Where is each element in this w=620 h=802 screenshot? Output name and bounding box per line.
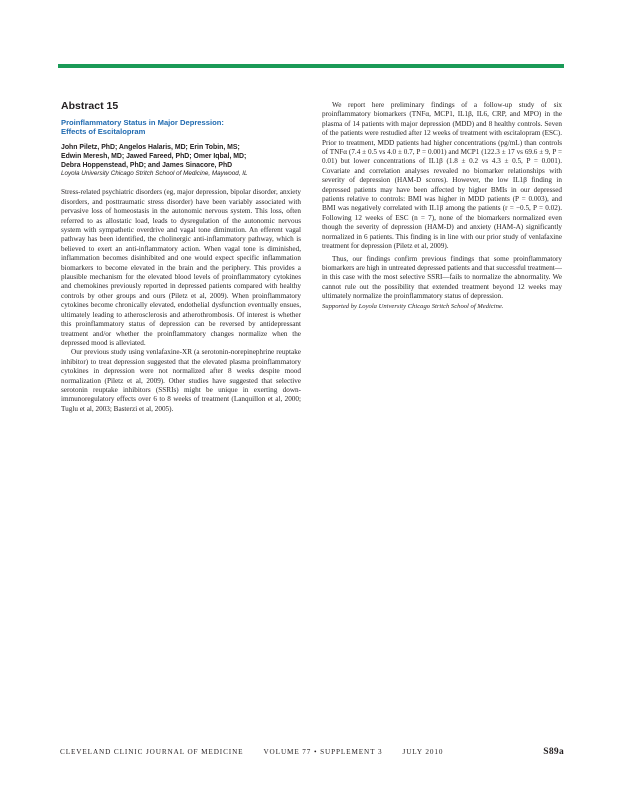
page-footer <box>60 747 564 757</box>
footer-journal: CLEVELAND CLINIC JOURNAL OF MEDICINE <box>60 748 244 756</box>
authors-line-1: John Piletz, PhD; Angelos Halaris, MD; Erin Tobin, MS; <box>61 144 240 152</box>
funding-note: Supported by Loyola University Chicago Stritch School of Medicine. <box>322 302 504 310</box>
abstract-title <box>61 118 301 136</box>
body-paragraph-1: Stress-related psychiatric disorders (eg, major depression, bipolar disorder, anxiety disorders, and posttraumatic stress disorder) have been variably associated with pervasive loss of homeostasis in the autonomic nervous system. This loss, often referred to as allostatic load, leads to dysregulation of the autonomic nervous system with sympathetic overdrive and vagal tone diminution. An efferent vagal pathway has been identified, the cholinergic anti-inflammatory pathway, which is believed to exert an anti-inflammatory action. When vagal tone is diminished, inflammation becomes disinhibited and one would expect specific inflammation biomarkers to become elevated in the brain and the periphery. This provides a plausible mechanism for the elevated blood levels of proinflammatory cytokines and chemokines previously reported in depressed patients compared with healthy controls by other groups and ours (Piletz et al, 2009). When proinflammatory cytokines become chronically elevated, endothelial dysfunction eventually ensues, ultimately leading to atherosclerosis and atherothrombosis. Of interest is whether this proinflammatory status of depression can be reversed by antidepressant treatment and/or whether the proinflammatory changes normalize when the depressed mood is alleviated. <box>61 188 301 347</box>
body-paragraph-2: Our previous study using venlafaxine-XR (a serotonin-norepinephrine reuptake inhibitor) to treat depression suggested that the elevated plasma proinflammatory cytokines in depression were not normalized after 8 weeks despite mood normalization (Piletz et al, 2009). Other studies have suggested that selective serotonin reuptake inhibitors (SSRIs) might be unique in exerting down-immunoregulatory effects over 6 to 8 weeks of treatment (Lanquillon et al, 2000; Tuglu et al, 2003; Basterzi et al, 2005). <box>61 348 301 413</box>
body-paragraph-3: We report here preliminary findings of a follow-up study of six proinflammatory biomarkers (TNFα, MCP1, IL1β, IL6, CRP, and MPO) in the plasma of 14 patients with major depression (MDD) and 8 healthy controls. Seven of the patients were restudied after 12 weeks of treatment with escitalopram (ESC). Prior to treatment, MDD patients had higher concentrations (pg/mL) than controls of TNFα (7.4 ± 0.5 vs 4.0 ± 0.7, P = 0.001) and MCP1 (122.3 ± 17 vs 69.6 ± 9, P = 0.01) but lower concentrations of IL1β (1.8 ± 0.2 vs 4.3 ± 0.5, P = 0.001). Covariate and correlation analyses revealed no biomarker relationships with severity of depression (HAM-D scores). However, the low IL1β finding in depressed patients may have been affected by higher BMIs in our depressed patients relative to controls: BMI was higher in MDD patients (P = 0.003), and BMI was negatively correlated with IL1β among the patients (r = −0.5, P = 0.02). Following 12 weeks of ESC (n = 7), none of the biomarkers normalized even though the severity of depression (HAM-D) and anxiety (HAM-A) significantly normalized in 6 patients. This finding is in line with our prior study of venlafaxine treatment for depression (Piletz et al, 2009). <box>322 101 562 251</box>
abstract-number: Abstract 15 <box>61 100 119 112</box>
header-rule <box>58 64 564 68</box>
footer-page-number: S89a <box>543 747 564 757</box>
author-list <box>61 143 301 170</box>
affiliation: Loyola University Chicago Stritch School of Medicine, Maywood, IL <box>61 170 248 178</box>
footer-date: JULY 2010 <box>402 748 444 756</box>
abstract-title-line-1: Proinflammatory Status in Major Depression: <box>61 118 224 127</box>
footer-volume: VOLUME 77 • SUPPLEMENT 3 <box>263 748 383 756</box>
left-column <box>61 100 301 414</box>
authors-line-2: Edwin Meresh, MD; Jawed Fareed, PhD; Omer Iqbal, MD; <box>61 153 247 161</box>
right-column <box>322 101 562 311</box>
authors-line-3: Debra Hoppenstead, PhD; and James Sinacore, PhD <box>61 162 233 170</box>
abstract-title-line-2: Effects of Escitalopram <box>61 127 146 137</box>
body-paragraph-4: Thus, our findings confirm previous findings that some proinflammatory biomarkers are high in untreated depressed patients and that successful treatment—in this case with the most selective SSRI—fails to normalize the abnormality. We cannot rule out the possibility that extended treatment beyond 12 weeks may ultimately normalize the proinflammatory status of depression. <box>322 254 562 301</box>
